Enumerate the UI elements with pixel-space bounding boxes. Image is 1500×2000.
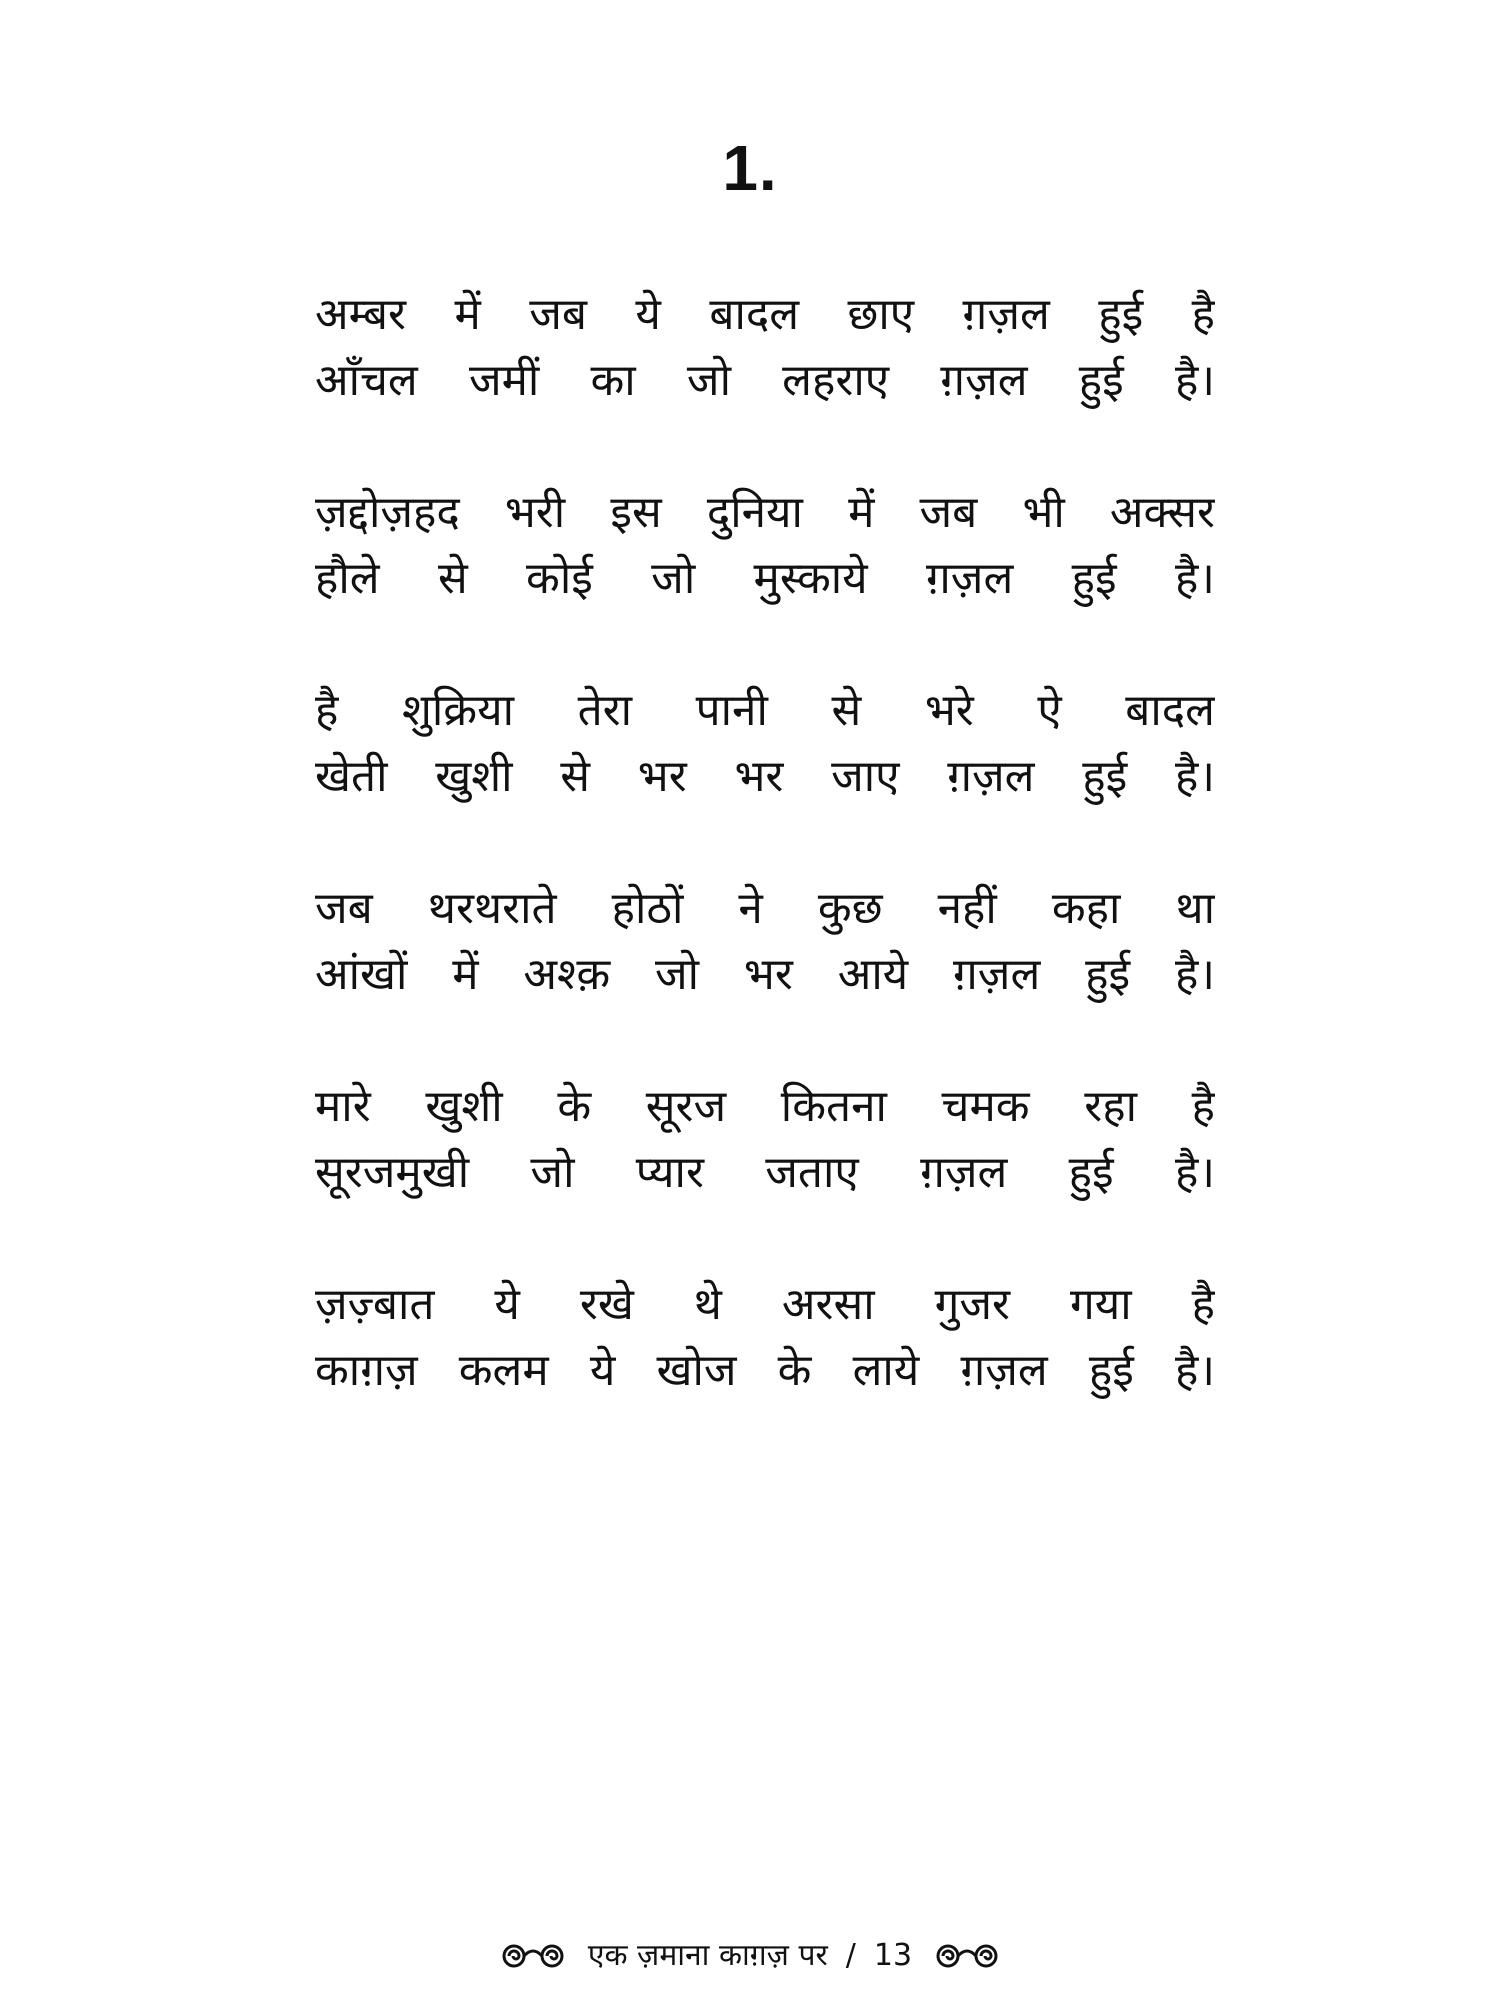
swirl-ornament-icon	[496, 1941, 570, 1971]
stanza-5	[315, 1074, 1215, 1206]
verse-line: सूरजमुखी जो प्यार जताए ग़ज़ल हुई है।	[315, 1147, 1215, 1198]
stanza-1	[315, 282, 1215, 414]
stanza-6	[315, 1272, 1215, 1404]
footer-book-title: एक ज़माना काग़ज़ पर	[587, 1938, 828, 1973]
verse-line: आँचल जमीं का जो लहराए ग़ज़ल हुई है।	[315, 355, 1215, 406]
stanza-3	[315, 678, 1215, 810]
poem-body	[315, 282, 1215, 1470]
verse-line: खेती खुशी से भर भर जाए ग़ज़ल हुई है।	[315, 751, 1215, 802]
stanza-2	[315, 480, 1215, 612]
footer-separator: /	[845, 1938, 856, 1973]
verse-line: जब थरथराते होठों ने कुछ नहीं कहा था	[315, 883, 1215, 934]
verse-line: ज़ज़्बात ये रखे थे अरसा गुजर गया है	[315, 1279, 1215, 1330]
page-footer	[0, 1936, 1500, 1976]
verse-line: काग़ज़ कलम ये खोज के लाये ग़ज़ल हुई है।	[315, 1345, 1215, 1396]
page-title: 1.	[722, 132, 778, 204]
verse-line: ज़द्दोज़हद भरी इस दुनिया में जब भी अक्सर	[315, 487, 1215, 538]
verse-line: अम्बर में जब ये बादल छाए ग़ज़ल हुई है	[315, 289, 1215, 340]
stanza-4	[315, 876, 1215, 1008]
verse-line: है शुक्रिया तेरा पानी से भरे ऐ बादल	[315, 685, 1215, 736]
swirl-ornament-icon	[930, 1941, 1004, 1971]
verse-line: हौले से कोई जो मुस्काये ग़ज़ल हुई है।	[315, 553, 1215, 604]
footer-page-number: 13	[873, 1938, 913, 1973]
verse-line: मारे खुशी के सूरज कितना चमक रहा है	[315, 1081, 1215, 1132]
verse-line: आंखों में अश्क़ जो भर आये ग़ज़ल हुई है।	[315, 949, 1215, 1000]
